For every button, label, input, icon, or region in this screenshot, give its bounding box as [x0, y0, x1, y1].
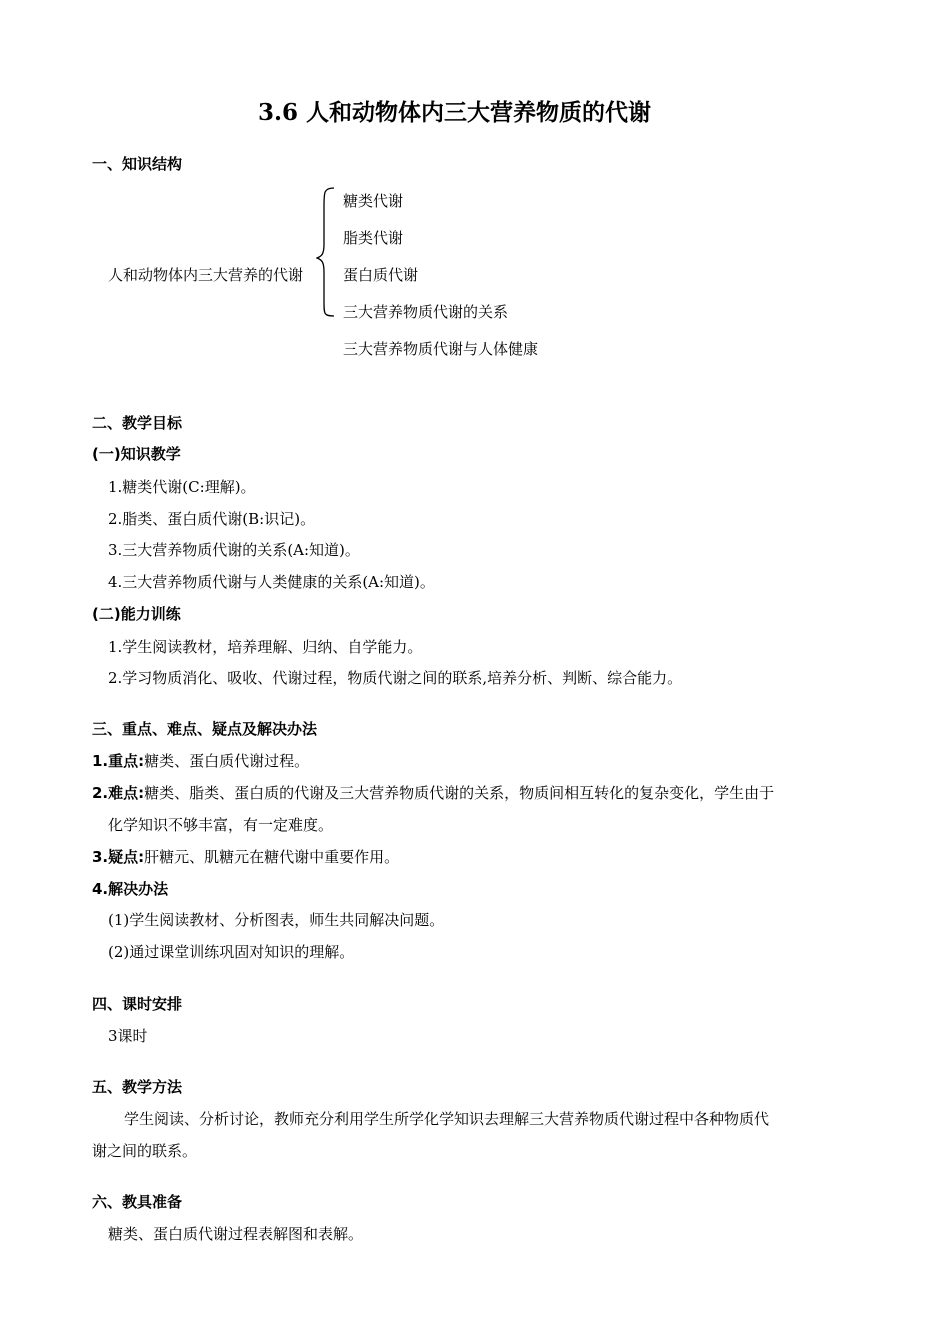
page-title: 3.6 人和动物体内三大营养物质的代谢	[258, 99, 652, 126]
structure-root: 人和动物体内三大营养的代谢	[108, 266, 304, 284]
list-item: 1.糖类代谢(C:理解)。	[108, 478, 256, 496]
list-item: 1.学生阅读教材，培养理解、归纳、自学能力。	[108, 638, 423, 656]
section-5-heading: 五、教学方法	[92, 1078, 183, 1096]
difficult-point-label: 2.难点:	[92, 784, 145, 802]
structure-item: 脂类代谢	[343, 229, 404, 247]
class-hours: 3课时	[108, 1027, 148, 1045]
doubt-point-text: 肝糖元、肌糖元在糖代谢中重要作用。	[144, 848, 400, 866]
doubt-point	[92, 850, 399, 865]
teaching-aids-text: 糖类、蛋白质代谢过程表解图和表解。	[108, 1225, 364, 1243]
list-item: 4.三大营养物质代谢与人类健康的关系(A:知道)。	[108, 573, 435, 591]
doubt-point-label: 3.疑点:	[92, 848, 145, 866]
difficult-point-text: 糖类、脂类、蛋白质的代谢及三大营养物质代谢的关系，物质间相互转化的复杂变化，学生由于	[144, 784, 775, 802]
difficult-point	[92, 786, 774, 801]
key-point-label: 1.重点:	[92, 752, 145, 770]
subheading-knowledge: (一)知识教学	[92, 445, 181, 463]
list-item: 2.脂类、蛋白质代谢(B:识记)。	[108, 510, 316, 528]
structure-brace	[316, 186, 340, 320]
method-text-line: 学生阅读、分析讨论，教师充分利用学生所学化学知识去理解三大营养物质代谢过程中各种物质代	[124, 1110, 770, 1128]
solution-heading: 4.解决办法	[92, 880, 169, 898]
list-item: 2.学习物质消化、吸收、代谢过程，物质代谢之间的联系,培养分析、判断、综合能力。	[108, 669, 683, 687]
method-text-line: 谢之间的联系。	[92, 1142, 198, 1160]
section-6-heading: 六、教具准备	[92, 1193, 183, 1211]
section-1-heading: 一、知识结构	[92, 155, 183, 173]
structure-item: 糖类代谢	[343, 192, 404, 210]
subheading-ability: (二)能力训练	[92, 605, 181, 623]
list-item: 3.三大营养物质代谢的关系(A:知道)。	[108, 541, 360, 559]
difficult-point-continuation: 化学知识不够丰富，有一定难度。	[108, 816, 334, 834]
structure-item: 三大营养物质代谢与人体健康	[343, 340, 539, 358]
key-point-text: 糖类、蛋白质代谢过程。	[144, 752, 310, 770]
list-item: (1)学生阅读教材、分析图表，师生共同解决问题。	[108, 911, 445, 929]
key-point	[92, 754, 309, 769]
section-3-heading: 三、重点、难点、疑点及解决办法	[92, 720, 318, 738]
section-2-heading: 二、教学目标	[92, 414, 183, 432]
list-item: (2)通过课堂训练巩固对知识的理解。	[108, 943, 355, 961]
structure-item: 三大营养物质代谢的关系	[343, 303, 509, 321]
structure-item: 蛋白质代谢	[343, 266, 419, 284]
section-4-heading: 四、课时安排	[92, 995, 183, 1013]
